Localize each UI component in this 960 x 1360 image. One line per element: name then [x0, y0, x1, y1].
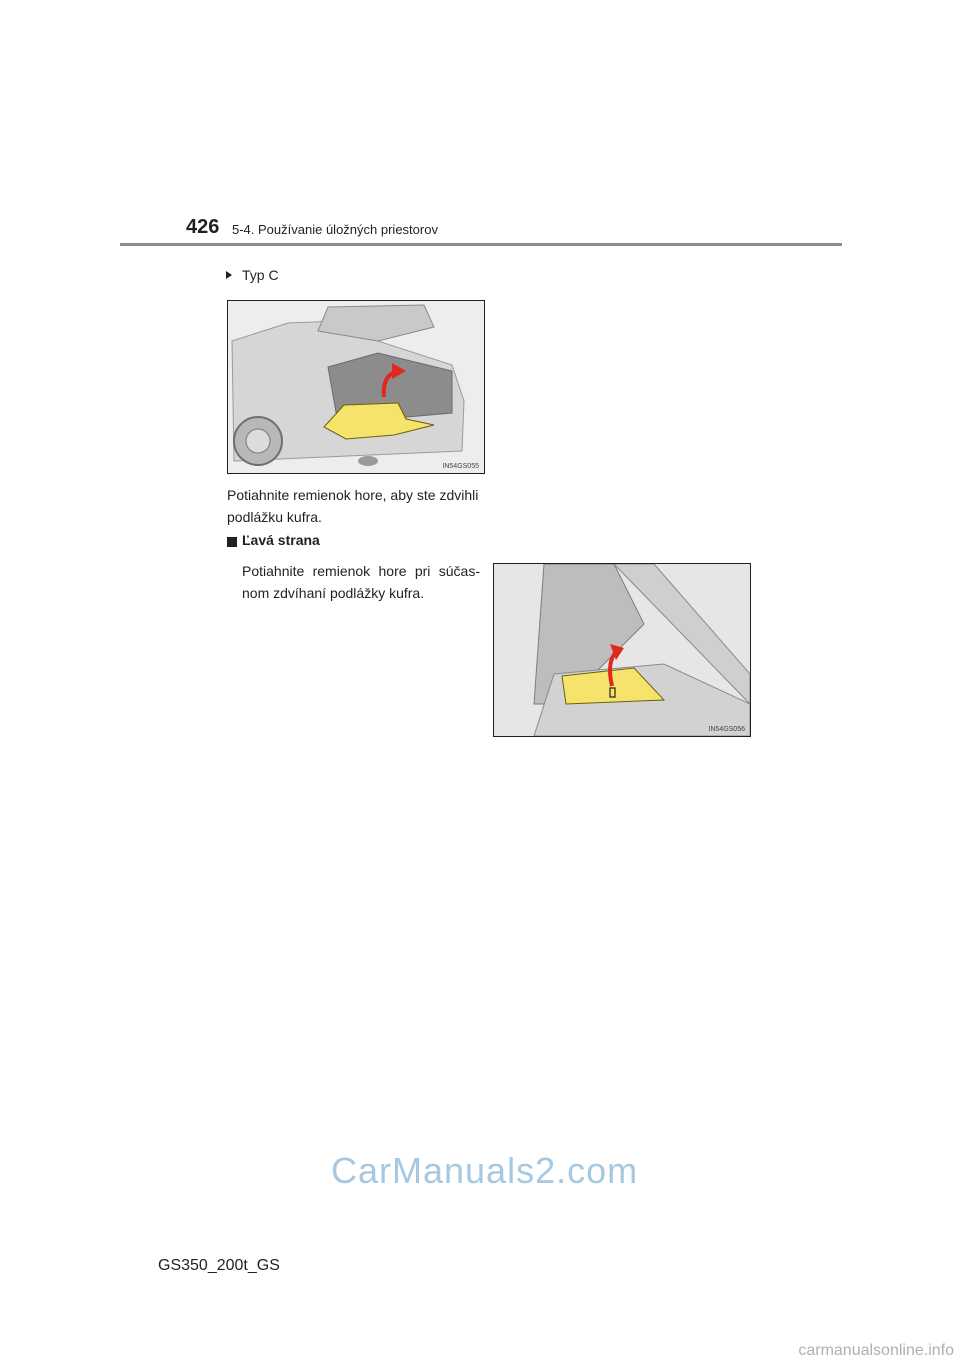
bullet-arrow-icon — [226, 271, 232, 279]
trunk-floor-illustration-type-c — [227, 300, 485, 474]
trunk-interior-drawing — [494, 564, 750, 736]
left-side-heading: Ľavá strana — [242, 532, 320, 548]
footer-model-code: GS350_200t_GS — [158, 1257, 280, 1274]
watermark-text: CarManuals2.com — [331, 1150, 639, 1191]
square-bullet-icon — [227, 537, 237, 547]
figure-code: IN54GS056 — [708, 726, 745, 733]
section-title: 5-4. Používanie úložných priestorov — [232, 222, 438, 237]
bottom-site-text: carmanualsonline.info — [798, 1342, 954, 1359]
trunk-floor-illustration-left-side — [493, 563, 751, 737]
type-c-label: Typ C — [242, 267, 279, 283]
car-rear-trunk-drawing — [228, 301, 484, 473]
left-side-instruction: Potiahnite remienok hore pri súčas-nom zdvíhaní podlážky kufra. — [242, 563, 480, 601]
figure-code: IN54GS055 — [442, 463, 479, 470]
header-divider — [120, 243, 842, 246]
type-c-instruction: Potiahnite remienok hore, aby ste zdvihli podlážku kufra. — [227, 487, 479, 525]
bottom-watermark-strip — [0, 1342, 960, 1358]
page-number: 426 — [186, 216, 220, 238]
